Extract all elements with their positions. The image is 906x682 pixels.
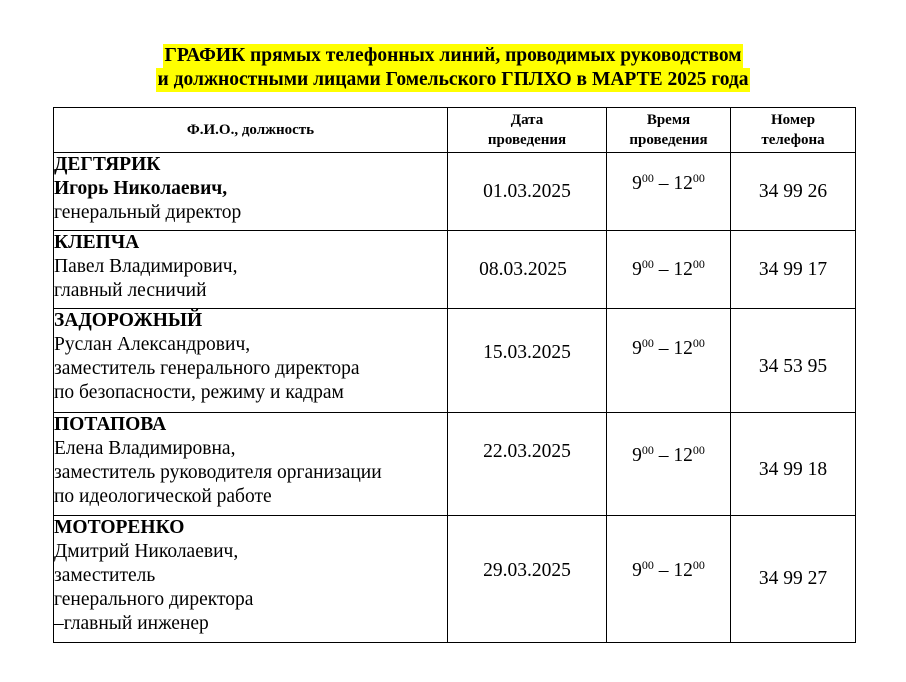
person-given-name: Игорь Николаевич,: [54, 178, 228, 199]
person-position: по безопасности, режиму и кадрам: [54, 382, 344, 403]
date-cell: [448, 309, 607, 413]
table-row: [54, 413, 856, 516]
phone-value: 34 99 18: [758, 459, 828, 480]
person-given-name: Дмитрий Николаевич,: [54, 541, 239, 562]
person-position: заместитель генерального директора: [54, 358, 360, 379]
header-date: Дата проведения: [448, 108, 607, 153]
date-value: 15.03.2025: [483, 341, 571, 363]
person-given-name: Павел Владимирович,: [54, 256, 238, 277]
phone-cell: [731, 516, 856, 643]
person-position: заместитель: [54, 565, 156, 586]
title-line-1: ГРАФИК прямых телефонных линий, проводимых руководством: [164, 45, 742, 66]
date-value: 29.03.2025: [483, 560, 571, 581]
person-position: –главный инженер: [54, 613, 209, 634]
time-cell: [607, 153, 731, 231]
time-value: $9^{00} - 12^{00}$: [632, 558, 705, 581]
person-given-name: Елена Владимировна,: [54, 438, 236, 459]
time-cell: [607, 413, 731, 516]
person-surname: МОТОРЕНКО: [54, 517, 185, 538]
person-surname: ЗАДОРОЖНЫЙ: [54, 310, 203, 331]
phone-cell: [731, 153, 856, 231]
phone-value: 34 99 27: [758, 568, 828, 589]
person-position: заместитель руководителя организации: [54, 462, 382, 483]
person-position: генеральный директор: [54, 202, 242, 223]
person-position: по идеологической работе: [54, 486, 272, 507]
person-cell: [54, 413, 448, 516]
header-time: Время проведения: [607, 108, 731, 153]
header-phone: Номер телефона: [731, 108, 856, 153]
header-name: Ф.И.О., должность: [54, 108, 448, 153]
person-cell: [54, 231, 448, 309]
document-title: [0, 44, 906, 92]
person-position: генерального директора: [54, 589, 254, 610]
phone-cell: [731, 309, 856, 413]
phone-cell: [731, 231, 856, 309]
date-value: 08.03.2025: [479, 258, 567, 280]
schedule-table: [53, 107, 856, 643]
phone-value: 34 99 26: [758, 180, 828, 202]
person-cell: [54, 309, 448, 413]
time-cell: [607, 309, 731, 413]
date-value: 01.03.2025: [483, 180, 571, 202]
time-cell: [607, 231, 731, 309]
time-value: $9^{00} - 12^{00}$: [632, 170, 705, 194]
person-given-name: Руслан Александрович,: [54, 334, 251, 355]
date-cell: [448, 413, 607, 516]
phone-value: 34 53 95: [758, 355, 828, 377]
table-row: [54, 153, 856, 231]
table-row: [54, 516, 856, 643]
date-cell: [448, 231, 607, 309]
phone-value: 34 99 17: [758, 258, 828, 280]
phone-cell: [731, 413, 856, 516]
time-value: $9^{00} - 12^{00}$: [632, 335, 705, 359]
person-surname: ПОТАПОВА: [54, 414, 167, 435]
title-line-2: и должностными лицами Гомельского ГПЛХО в МАРТЕ 2025 года: [157, 69, 749, 90]
person-surname: ДЕГТЯРИК: [54, 154, 161, 175]
table-row: [54, 231, 856, 309]
person-cell: [54, 516, 448, 643]
time-value: $9^{00} - 12^{00}$: [632, 443, 705, 466]
date-value: 22.03.2025: [483, 441, 571, 462]
time-value: $9^{00} - 12^{00}$: [632, 256, 705, 280]
person-surname: КЛЕПЧА: [54, 232, 140, 253]
date-cell: [448, 153, 607, 231]
person-cell: [54, 153, 448, 231]
date-cell: [448, 516, 607, 643]
time-cell: [607, 516, 731, 643]
person-position: главный лесничий: [54, 280, 207, 301]
table-row: [54, 309, 856, 413]
table-header-row: [54, 108, 856, 153]
